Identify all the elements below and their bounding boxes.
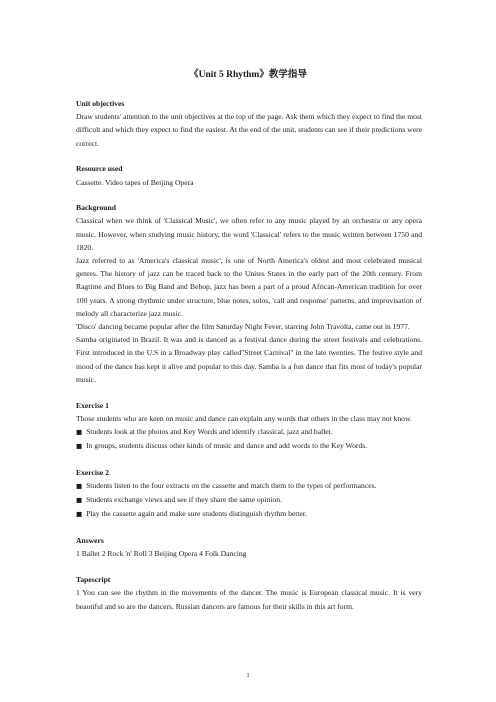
paragraph-disco: 'Disco' dancing became popular after the film Saturday Night Fever, starring John Travolta, came out in 1977. [76,322,410,332]
section-resource-used [76,162,422,188]
section-exercise-1 [76,399,422,454]
section-heading: Exercise 2 [76,467,109,477]
list-item [76,479,422,493]
bullet-square-icon: ■ [76,510,83,519]
list-item-text: Students listen to the four extracts on the cassette and match them to the types of performances. [86,481,377,491]
section-heading: Exercise 1 [76,400,109,410]
paragraph-classical: Classical when we think of 'Classical Music', we often refer to any music played by an orchestra or any opera music. However, when studying music history, the word 'Classical' refers to the music written between 1750 and 1820. [76,216,422,252]
bullet-square-icon: ■ [76,442,83,451]
section-heading: Background [76,203,116,213]
list-item-text: Play the cassette again and make sure students distinguish rhythm better. [86,509,307,519]
list-item [76,493,422,507]
section-heading: Answers [76,536,104,546]
section-heading: Unit objectives [76,99,125,108]
paragraph: Cassette. Video tapes of Beijing Opera [76,177,194,187]
section-heading: Tapescript [76,575,111,585]
paragraph-samba: Samba originated in Brazil. It was and is danced as a festival dance during the street festivals and celebrations. First introduced in the U.S in a Broadway play called"Street Carnival" in the late twenties. The festive style and mood of the dance has kept it alive and popular to this day. Samba is a fun dance that fits most of today's popular music. [76,335,422,384]
page-title: 《Unit 5 Rhythm》教学指导 [189,70,307,80]
bullet-square-icon: ■ [76,427,83,436]
list-item-text: Students exchange views and see if they share the same opinion. [86,495,282,505]
bullet-square-icon: ■ [76,496,83,505]
document-body [76,97,422,625]
paragraph-jazz: Jazz referred to as 'America's classical music', is one of North America's oldest and most celebrated musical genres. The history of jazz can be traced back to the Unites States in the early part of the 20th century. From Ragtime and Blues to Big Band and Bebop, jazz has been a part of a proud African-American tradition for over 100 years. A strong rhythmic under structure, blue notes, solos, 'call and response' patterns, and improvisation of melody all characterize jazz music. [76,256,422,318]
list-item [76,425,422,439]
section-background [76,201,422,386]
paragraph: 1 Ballet 2 Rock 'n' Roll 3 Beijing Opera 4 Folk Dancing [76,549,247,559]
list-item [76,439,422,453]
section-exercise-2 [76,466,422,522]
page-number: 1 [246,672,250,679]
section-answers [76,534,422,560]
section-tapescript [76,573,422,613]
section-unit-objectives [76,97,422,150]
paragraph: 1 You can see the rhythm in the movements of the dancer. The music is European classical music. It is very beautiful and so are the dancers. Russian dancers are famous for their skills in this art form. [76,588,422,611]
list-item-text: In groups, students discuss other kinds of music and dance and add words to the Key Words. [86,441,368,451]
list-item [76,507,422,521]
paragraph: Draw students' attention to the unit objectives at the top of the page. Ask them which they expect to find the most difficult and which they expect to find the easiest. At the end of the unit, students can see if their predictions were correct. [76,112,422,148]
list-item-text: Students look at the photos and Key Words and identify classical, jazz and ballet. [86,426,333,436]
section-heading: Resource used [76,164,123,174]
paragraph: Those students who are keen on music and dance can explain any words that others in the class may not know. [76,413,412,423]
bullet-square-icon: ■ [76,482,83,491]
